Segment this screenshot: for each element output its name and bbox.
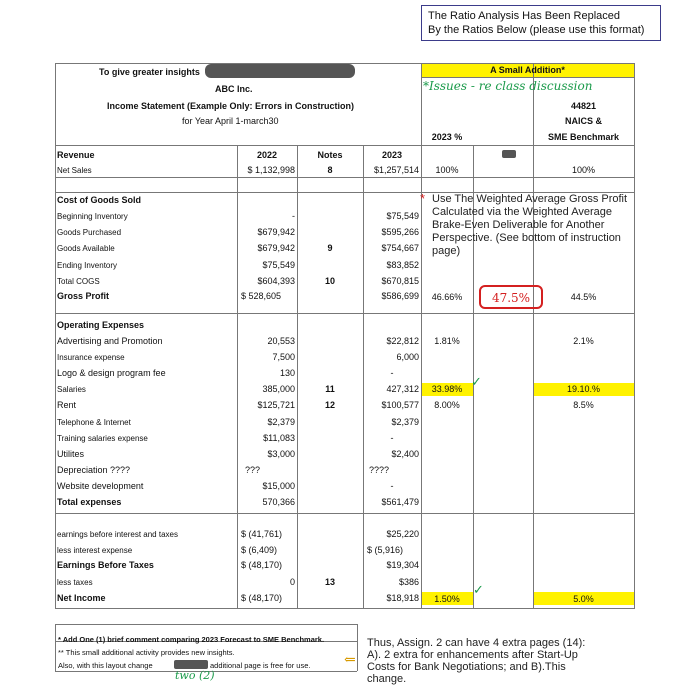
- col-2023: 2023: [381, 150, 403, 160]
- cogs-row-note: 9: [327, 243, 333, 253]
- opex-row-pct: 33.98%: [431, 384, 463, 394]
- income-statement-sheet: [55, 63, 635, 608]
- revenue-heading: Revenue: [57, 150, 95, 160]
- income-row-label: Earnings Before Taxes: [57, 560, 154, 570]
- opex-row-2023: ????: [369, 465, 390, 475]
- arrow-icon: ⇐: [344, 652, 356, 668]
- bottom-line: A). 2 extra for enhancements after Start-Up: [367, 649, 578, 661]
- opex-row-pct: 8.00%: [434, 400, 460, 410]
- cogs-row-2023: $595,266: [381, 227, 419, 237]
- opex-row-2022: 130: [279, 368, 295, 378]
- opex-row-2023: $561,479: [381, 497, 419, 507]
- opex-row-label: Website development: [57, 481, 144, 491]
- statement-title: Income Statement (Example Only: Errors in Construction): [107, 101, 355, 111]
- opex-row-label: Insurance expense: [57, 353, 125, 362]
- comment-line: Use The Weighted Average Gross Profit: [432, 193, 628, 205]
- net-sales-label: Net Sales: [57, 166, 92, 175]
- opex-row-note: 11: [325, 384, 335, 394]
- note-line-2: By the Ratios Below (please use this format): [428, 24, 645, 36]
- income-row-note: 13: [324, 577, 335, 587]
- opex-row-2022: $15,000: [262, 481, 295, 491]
- income-row-2023: $19,304: [386, 560, 419, 570]
- red-asterisk: *: [420, 191, 426, 206]
- opex-row-2022: 570,366: [262, 497, 295, 507]
- small-redaction-mark: [502, 150, 516, 158]
- net-sales-note: 8: [327, 165, 333, 175]
- footer-line-1: * Add One (1) brief comment comparing 2023 Forecast to SME Benchmark.: [58, 635, 325, 644]
- opex-row-2023: -: [390, 368, 394, 378]
- net-sales-pct: 100%: [435, 165, 459, 175]
- comment-line: Brake-Even Deliverable for Another: [432, 219, 605, 231]
- cogs-row-2023: $670,815: [381, 276, 419, 286]
- net-sales-2022: $ 1,132,998: [247, 165, 295, 175]
- cogs-row-note: 10: [324, 276, 335, 286]
- income-row-2022: 0: [289, 577, 295, 587]
- net-sales-sme: 100%: [571, 165, 596, 175]
- note-line-1: The Ratio Analysis Has Been Replaced: [428, 10, 620, 22]
- gross-profit-pct: 46.66%: [431, 292, 463, 302]
- opex-row-2022: 7,500: [272, 352, 295, 362]
- issues-handwritten-note: *Issues - re class discussion: [423, 79, 593, 93]
- gross-profit-sme: 44.5%: [570, 292, 597, 302]
- footer-notes: [55, 624, 365, 684]
- naics-label: NAICS &: [564, 116, 602, 126]
- cogs-row-2022: $75,549: [262, 260, 295, 270]
- opex-row-note: 12: [324, 400, 335, 410]
- net-income-sme: 5.0%: [573, 594, 594, 604]
- cogs-row-label: Goods Available: [57, 244, 115, 253]
- opex-row-label: Training salaries expense: [57, 434, 148, 443]
- income-row-label: less taxes: [57, 578, 93, 587]
- opex-row-2023: 6,000: [396, 352, 419, 362]
- opex-row-label: Total expenses: [57, 497, 122, 507]
- cogs-row-2023: $754,667: [381, 243, 419, 253]
- comment-line: page): [432, 245, 461, 257]
- net-income-2023: $18,918: [386, 593, 419, 603]
- ratio-replaced-note: [421, 5, 661, 41]
- income-row-label: earnings before interest and taxes: [57, 530, 178, 539]
- opex-row-sme: 8.5%: [573, 400, 594, 410]
- col-notes: Notes: [317, 150, 343, 160]
- opex-row-2022: $11,083: [263, 433, 295, 443]
- income-row-2023: $25,220: [386, 529, 419, 539]
- opex-row-2023: -: [390, 481, 394, 491]
- naics-code: 44821: [570, 101, 597, 111]
- sme-benchmark-label: SME Benchmark: [547, 132, 620, 142]
- bottom-line: Thus, Assign. 2 can have 4 extra pages (14):: [367, 637, 586, 649]
- footer-line-3b: additional page is free for use.: [210, 661, 311, 670]
- cogs-row-label: Ending Inventory: [57, 261, 118, 270]
- opex-heading: Operating Expenses: [57, 320, 145, 330]
- small-addition-label: A Small Addition*: [490, 65, 565, 75]
- comment-line: Calculated via the Weighted Average: [432, 206, 612, 218]
- green-check-mark-2: ✓: [473, 583, 484, 598]
- pct-2023-header: 2023 %: [431, 132, 463, 142]
- cogs-heading: Cost of Goods Sold: [57, 195, 141, 205]
- cogs-row-2023: $75,549: [386, 211, 419, 221]
- bottom-line: Costs for Bank Negotiations; and B).This: [367, 661, 566, 673]
- net-income-label: Net Income: [57, 593, 106, 603]
- opex-row-2023: 427,312: [386, 384, 419, 394]
- opex-row-2022: $2,379: [267, 417, 295, 427]
- cogs-row-label: Total COGS: [57, 277, 100, 286]
- opex-row-pct: 1.81%: [434, 336, 460, 346]
- comment-line: Perspective. (See bottom of instruction: [432, 232, 621, 244]
- two-handwritten: two (2): [175, 669, 215, 682]
- footer-redaction: [174, 660, 208, 669]
- opex-row-2023: $2,400: [391, 449, 419, 459]
- net-income-pct: 1.50%: [434, 594, 460, 604]
- cogs-row-2023: $83,852: [386, 260, 419, 270]
- gross-profit-handwritten-circle: 47.5%: [479, 285, 543, 309]
- bottom-comment: [367, 637, 585, 685]
- opex-row-label: Telephone & Internet: [57, 418, 131, 427]
- cogs-row-2022: -: [292, 211, 295, 221]
- opex-row-2022: $3,000: [267, 449, 295, 459]
- bottom-line: change.: [367, 673, 407, 685]
- cogs-row-2022: $604,393: [257, 276, 295, 286]
- footer-line-2: ** This small additional activity provides new insights.: [58, 648, 235, 657]
- gross-profit-2023: $586,699: [381, 291, 419, 301]
- opex-row-label: Depreciation ????: [57, 465, 131, 475]
- income-row-2023: $386: [398, 577, 419, 587]
- opex-row-sme: 2.1%: [573, 336, 594, 346]
- gross-profit-2022: $ 528,605: [241, 291, 282, 301]
- opex-row-2022: $125,721: [257, 400, 295, 410]
- cogs-row-2022: $679,942: [257, 243, 295, 253]
- redaction-mark: [205, 64, 355, 78]
- statement-period: for Year April 1-march30: [182, 116, 279, 126]
- opex-row-label: Utilites: [57, 449, 85, 459]
- opex-row-2023: $2,379: [391, 417, 419, 427]
- cogs-row-label: Goods Purchased: [57, 228, 122, 237]
- income-row-2022: $ (48,170): [241, 560, 283, 570]
- income-row-2022: $ (6,409): [241, 545, 278, 555]
- opex-row-label: Logo & design program fee: [57, 368, 166, 378]
- gross-profit-label: Gross Profit: [57, 291, 110, 301]
- green-check-mark: ✓: [471, 375, 482, 390]
- opex-row-2022: 20,553: [267, 336, 295, 346]
- company-name: ABC Inc.: [215, 84, 253, 94]
- cogs-row-label: Beginning Inventory: [57, 212, 128, 221]
- opex-row-2023: $100,577: [381, 400, 419, 410]
- opex-row-label: Advertising and Promotion: [57, 336, 163, 346]
- income-row-2023: $ (5,916): [367, 545, 404, 555]
- cogs-row-2022: $679,942: [257, 227, 295, 237]
- net-income-2022: $ (48,170): [241, 593, 283, 603]
- col-2022: 2022: [256, 150, 278, 160]
- income-row-label: less interest expense: [57, 546, 133, 555]
- opex-row-2022: 385,000: [262, 384, 295, 394]
- income-row-2022: $ (41,761): [241, 529, 283, 539]
- footer-line-3a: Also, with this layout change: [58, 661, 153, 670]
- opex-row-label: Rent: [57, 400, 77, 410]
- insight-label: To give greater insights: [99, 67, 200, 77]
- opex-row-2023: -: [390, 433, 394, 443]
- net-sales-2023: $1,257,514: [373, 165, 419, 175]
- opex-row-2023: $22,812: [386, 336, 419, 346]
- opex-row-label: Salaries: [57, 385, 86, 394]
- opex-row-sme: 19.10.%: [566, 384, 601, 394]
- opex-row-2022: ???: [245, 465, 261, 475]
